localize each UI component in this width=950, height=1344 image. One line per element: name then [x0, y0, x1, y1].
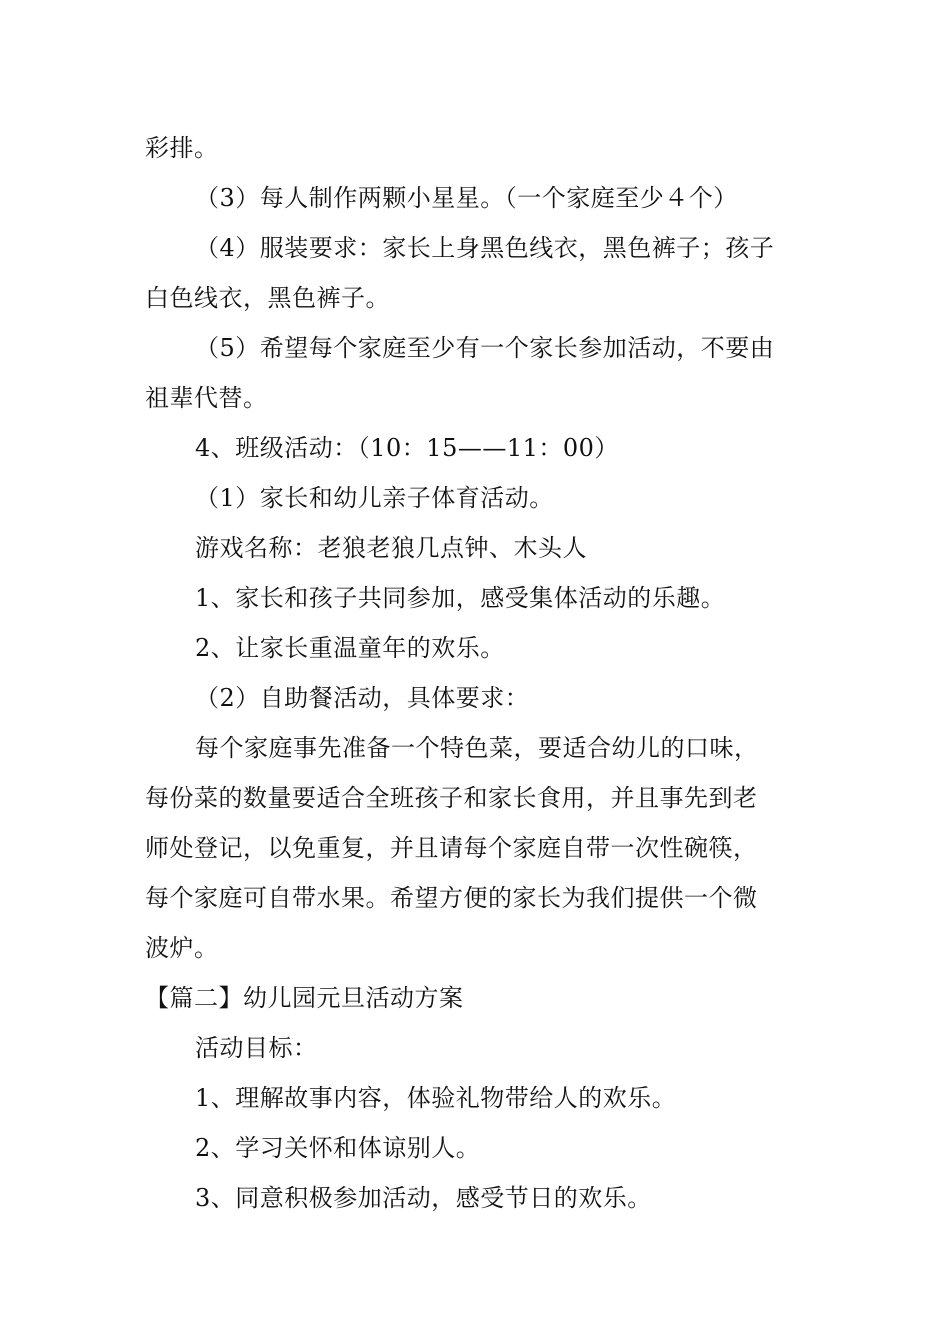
- text-line: 1、理解故事内容，体验礼物带给人的欢乐。: [195, 1084, 677, 1112]
- text-line: 2、让家长重温童年的欢乐。: [195, 634, 505, 662]
- text-line: 1、家长和孩子共同参加，感受集体活动的乐趣。: [195, 584, 726, 612]
- text-line: 每份菜的数量要适合全班孩子和家长食用，并且事先到老: [145, 784, 758, 812]
- text-line: 活动目标：: [195, 1034, 318, 1062]
- text-line: （3）每人制作两颗小星星。（一个家庭至少４个）: [195, 184, 738, 212]
- text-line: 白色线衣，黑色裤子。: [145, 284, 390, 312]
- section-title: 【篇二】幼儿园元旦活动方案: [145, 984, 464, 1012]
- text-line: 彩排。: [145, 134, 219, 162]
- text-line: （1）家长和幼儿亲子体育活动。: [195, 484, 554, 512]
- text-line: 祖辈代替。: [145, 384, 268, 412]
- text-line: 每个家庭事先准备一个特色菜，要适合幼儿的口味，: [195, 734, 759, 762]
- text-line: 波炉。: [145, 934, 219, 962]
- text-line: 每个家庭可自带水果。希望方便的家长为我们提供一个微: [145, 884, 758, 912]
- text-line: 师处登记，以免重复，并且请每个家庭自带一次性碗筷，: [145, 834, 758, 862]
- text-line: 2、学习关怀和体谅别人。: [195, 1134, 481, 1162]
- section-heading: 4、班级活动：（10：15——11：00）: [195, 434, 619, 462]
- text-line: （2）自助餐活动，具体要求：: [195, 684, 530, 712]
- text-line: 游戏名称：老狼老狼几点钟、木头人: [195, 534, 587, 562]
- text-line: 3、同意积极参加活动，感受节日的欢乐。: [195, 1184, 652, 1212]
- text-line: （5）希望每个家庭至少有一个家长参加活动，不要由: [195, 334, 775, 362]
- text-line: （4）服装要求：家长上身黑色线衣，黑色裤子；孩子: [195, 234, 775, 262]
